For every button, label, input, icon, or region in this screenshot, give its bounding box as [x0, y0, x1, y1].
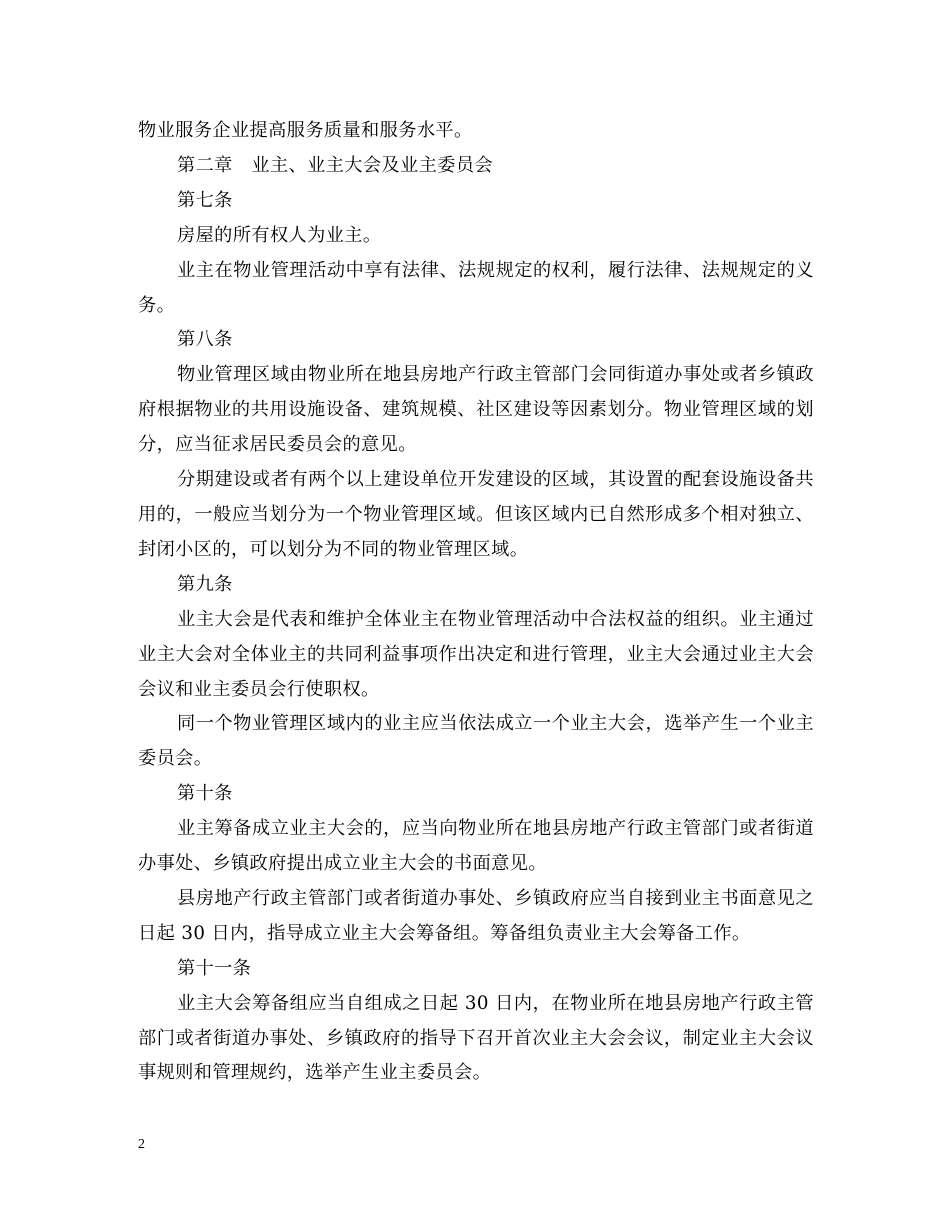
article-heading: 第八条	[177, 329, 233, 351]
paragraph: 县房地产行政主管部门或者街道办事处、乡镇政府应当自接到业主书面意见之日起 30 日内，指导成立业主大会筹备组。筹备组负责业主大会筹备工作。	[138, 887, 814, 944]
paragraph: 业主大会是代表和维护全体业主在物业管理活动中合法权益的组织。业主通过业主大会对全体业主的共同利益事项作出决定和进行管理，业主大会通过业主大会会议和业主委员会行使职权。	[138, 608, 814, 700]
document-body	[138, 114, 814, 1091]
continuation-paragraph: 物业服务企业提高服务质量和服务水平。	[138, 120, 473, 141]
chapter-heading: 第二章 业主、业主大会及业主委员会	[177, 154, 493, 176]
paragraph: 分期建设或者有两个以上建设单位开发建设的区域，其设置的配套设施设备共用的，一般应当划分为一个物业管理区域。但该区域内已自然形成多个相对独立、封闭小区的，可以划分为不同的物业管理区域。	[138, 469, 814, 560]
article-heading: 第九条	[177, 573, 233, 595]
paragraph: 同一个物业管理区域内的业主应当依法成立一个业主大会，选举产生一个业主委员会。	[138, 713, 814, 770]
paragraph: 物业管理区域由物业所在地县房地产行政主管部门会同街道办事处或者乡镇政府根据物业的共用设施设备、建筑规模、社区建设等因素划分。物业管理区域的划分，应当征求居民委员会的意见。	[138, 364, 814, 456]
page-number: 2	[138, 1137, 145, 1152]
paragraph: 房屋的所有权人为业主。	[177, 224, 382, 246]
paragraph: 业主筹备成立业主大会的，应当向物业所在地县房地产行政主管部门或者街道办事处、乡镇政府提出成立业主大会的书面意见。	[138, 818, 814, 875]
paragraph: 业主在物业管理活动中享有法律、法规规定的权利，履行法律、法规规定的义务。	[138, 259, 814, 316]
article-heading: 第七条	[177, 189, 233, 211]
article-heading: 第十条	[177, 783, 233, 805]
article-heading: 第十一条	[177, 957, 252, 979]
paragraph: 业主大会筹备组应当自组成之日起 30 日内，在物业所在地县房地产行政主管部门或者街道办事处、乡镇政府的指导下召开首次业主大会会议，制定业主大会议事规则和管理规约，选举产生业主委员会。	[138, 992, 814, 1084]
